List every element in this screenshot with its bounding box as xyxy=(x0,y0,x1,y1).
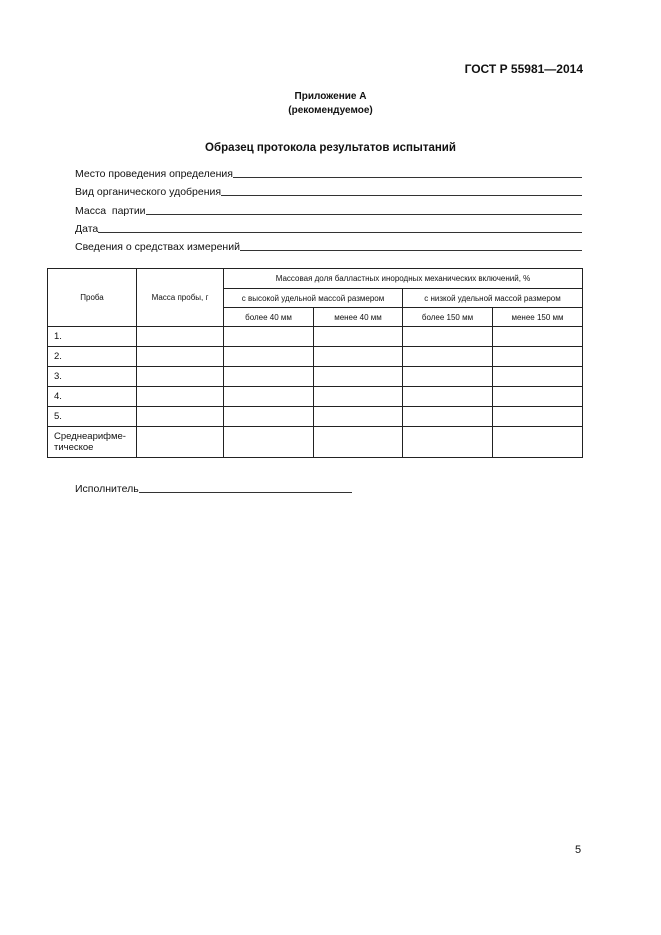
performer-field xyxy=(75,481,352,495)
table-cell xyxy=(493,347,583,367)
table-cell xyxy=(224,427,314,458)
table-cell xyxy=(314,387,403,407)
results-table xyxy=(47,268,583,458)
table-row-average xyxy=(48,427,583,458)
annex-status: (рекомендуемое) xyxy=(288,105,373,116)
range-header: более 150 мм xyxy=(403,308,493,327)
table-cell xyxy=(493,327,583,347)
field-date-label: Дата xyxy=(75,223,99,235)
field-date xyxy=(75,221,582,235)
sub-header-low-density: с низкой удельной массой размером xyxy=(403,289,583,308)
range-header: менее 150 мм xyxy=(493,308,583,327)
field-fertilizer-type xyxy=(75,184,582,198)
performer-line xyxy=(139,492,352,493)
sub-header-high-density: с высокой удельной массой размером xyxy=(224,289,403,308)
table-row xyxy=(48,387,583,407)
table-cell xyxy=(137,407,224,427)
table-cell xyxy=(314,327,403,347)
field-batch-mass-label: Масса партии xyxy=(75,205,146,217)
table-row xyxy=(48,367,583,387)
table-cell xyxy=(137,387,224,407)
table-cell xyxy=(314,367,403,387)
annex-title: Приложение А xyxy=(294,91,367,102)
table-cell xyxy=(493,427,583,458)
table-cell xyxy=(137,327,224,347)
table-cell xyxy=(493,387,583,407)
row-label: 5. xyxy=(48,407,137,427)
row-label: 2. xyxy=(48,347,137,367)
range-header: менее 40 мм xyxy=(314,308,403,327)
table-cell xyxy=(403,367,493,387)
table-cell xyxy=(314,347,403,367)
col-header-mass: Масса пробы, г xyxy=(137,269,224,327)
table-cell xyxy=(403,407,493,427)
field-fertilizer-type-label: Вид органического удобрения xyxy=(75,186,222,198)
table-cell xyxy=(224,367,314,387)
field-batch-mass xyxy=(75,203,582,217)
table-cell xyxy=(403,347,493,367)
table-row xyxy=(48,347,583,367)
row-label: 4. xyxy=(48,387,137,407)
document-code: ГОСТ Р 55981—2014 xyxy=(464,62,583,76)
field-date-line xyxy=(98,232,582,233)
protocol-title: Образец протокола результатов испытаний xyxy=(205,142,456,154)
table-row xyxy=(48,407,583,427)
table-cell xyxy=(224,407,314,427)
field-location-line xyxy=(233,177,582,178)
field-location-label: Место проведения определения xyxy=(75,168,233,180)
row-label-average: Среднеарифме- тическое xyxy=(48,427,137,458)
table-cell xyxy=(224,347,314,367)
table-cell xyxy=(137,427,224,458)
table-cell xyxy=(314,407,403,427)
table-cell xyxy=(137,347,224,367)
field-instruments-line xyxy=(240,250,582,251)
table-cell xyxy=(403,387,493,407)
table-cell xyxy=(137,367,224,387)
field-fertilizer-type-line xyxy=(221,195,582,196)
row-label: 3. xyxy=(48,367,137,387)
table-cell xyxy=(314,427,403,458)
page-number: 5 xyxy=(575,844,582,856)
field-location xyxy=(75,166,582,180)
annex-heading xyxy=(0,90,661,118)
table-cell xyxy=(403,427,493,458)
table-cell xyxy=(224,387,314,407)
table-cell xyxy=(224,327,314,347)
range-header: более 40 мм xyxy=(224,308,314,327)
field-instruments-label: Сведения о средствах измерений xyxy=(75,241,240,253)
field-instruments xyxy=(75,239,582,253)
performer-label: Исполнитель xyxy=(75,483,139,495)
row-label: 1. xyxy=(48,327,137,347)
table-row xyxy=(48,327,583,347)
col-header-group: Массовая доля балластных инородных механических включений, % xyxy=(224,269,583,289)
table-cell xyxy=(403,327,493,347)
col-header-sample: Проба xyxy=(48,269,137,327)
table-cell xyxy=(493,407,583,427)
field-batch-mass-line xyxy=(146,214,582,215)
table-cell xyxy=(493,367,583,387)
